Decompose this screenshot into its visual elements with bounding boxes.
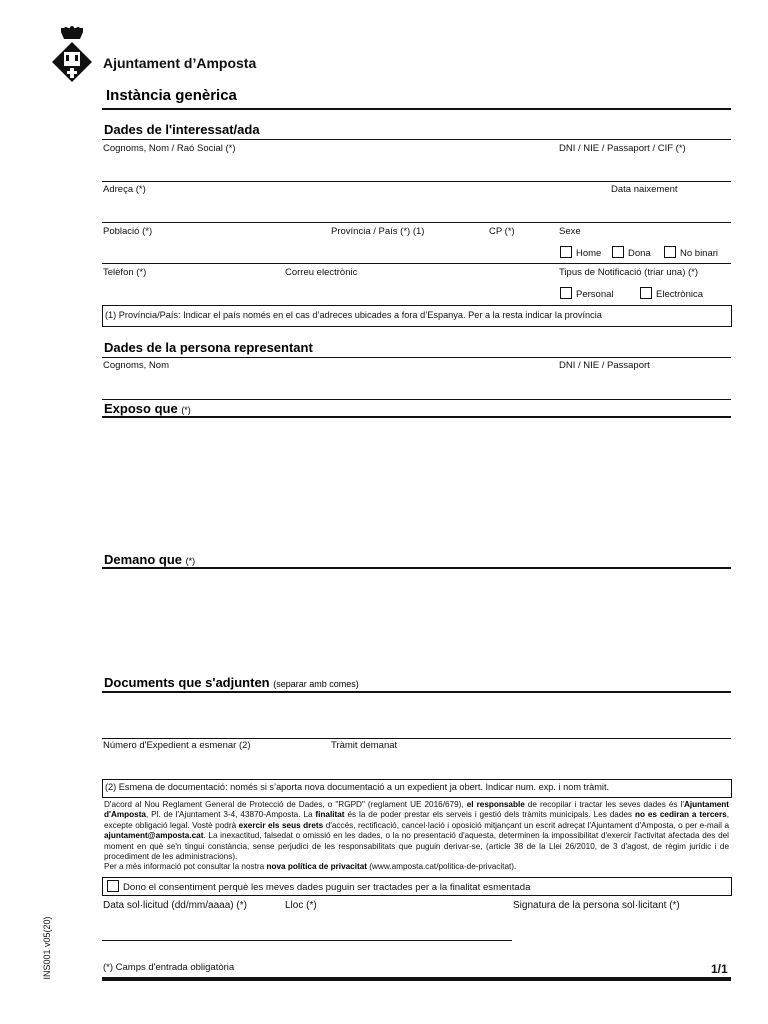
option-label: Home bbox=[576, 248, 602, 259]
org-name: Ajuntament d’Amposta bbox=[103, 55, 257, 71]
date-field[interactable] bbox=[102, 914, 280, 940]
section-rule bbox=[102, 357, 731, 358]
rep-id-label: DNI / NIE / Passaport bbox=[559, 360, 650, 371]
notif-option-personal[interactable] bbox=[560, 287, 614, 300]
privacy-fragment: d'accés, rectificació, cancel·lació i oposició mitjançant un escrit adreçat l'Ajuntament d'Amposta, o per e-mail a bbox=[323, 820, 730, 830]
cp-field[interactable] bbox=[489, 238, 555, 262]
checkbox[interactable] bbox=[560, 287, 572, 299]
privacy-fragment: D'acord al Nou Reglament General de Protecció de Dades, o "RGPD" (reglament UE 2016/679), bbox=[104, 800, 467, 809]
documents-label: Documents que s'adjunten bbox=[104, 675, 270, 690]
checkbox[interactable] bbox=[612, 246, 624, 258]
note-esmena: (2) Esmena de documentació: només si s’aporta nova documentació a un expedient ja obert. Indicar num. exp. i nom tràmit. bbox=[105, 782, 610, 792]
option-label: Personal bbox=[576, 289, 614, 300]
checkbox[interactable] bbox=[560, 246, 572, 258]
exposo-title bbox=[104, 401, 191, 416]
required-mark: (*) bbox=[181, 405, 191, 415]
form-title: Instància genèrica bbox=[106, 87, 237, 104]
section-rule bbox=[102, 416, 731, 418]
address-label: Adreça (*) bbox=[103, 184, 146, 195]
address-field[interactable] bbox=[102, 196, 607, 222]
documents-title bbox=[104, 675, 359, 690]
notif-label: Tipus de Notificació (triar una) (*) bbox=[559, 267, 699, 278]
id-label: DNI / NIE / Passaport / CIF (*) bbox=[559, 143, 686, 154]
privacy-bold: finalitat bbox=[315, 810, 345, 820]
privacy-fragment: és la de poder prestar els serveis i gestió dels tràmits municipals. Les dades bbox=[344, 810, 635, 820]
place-field[interactable] bbox=[285, 914, 510, 940]
demano-label: Demano que bbox=[104, 552, 183, 567]
consent-label: Dono el consentiment perquè les meves dades puguin ser tractades per a la finalitat esmentada bbox=[123, 882, 531, 893]
checkbox[interactable] bbox=[664, 246, 676, 258]
privacy-fragment: , Pl. de l'Ajuntament 3-4, 43870-Amposta. La bbox=[145, 810, 316, 820]
town-label: Població (*) bbox=[103, 226, 153, 237]
town-field[interactable] bbox=[102, 238, 327, 262]
email-field[interactable] bbox=[285, 279, 555, 303]
demano-title bbox=[104, 552, 195, 567]
privacy-fragment: (www.amposta.cat/politica-de-privacitat). bbox=[367, 862, 517, 872]
footer-rule bbox=[102, 977, 731, 981]
tramit-label: Tràmit demanat bbox=[331, 740, 398, 751]
tramit-field[interactable] bbox=[331, 752, 731, 778]
required-note: (*) Camps d'entrada obligatòria bbox=[103, 962, 235, 973]
section-title-interested: Dades de l'interessat/ada bbox=[104, 122, 260, 137]
required-mark: (*) bbox=[185, 556, 196, 566]
province-field[interactable] bbox=[331, 238, 485, 262]
privacy-bold: el responsable bbox=[466, 800, 525, 809]
note-province: (1) Província/País: Indicar el país només en el cas d’adreces ubicades a fora d’Espanya. Per a la resta indicar la província bbox=[105, 310, 602, 320]
field-rule bbox=[102, 222, 731, 223]
expedient-label: Número d'Expedient a esmenar (2) bbox=[103, 740, 251, 751]
signature-area[interactable] bbox=[513, 914, 731, 964]
demano-textarea[interactable] bbox=[102, 571, 731, 671]
privacy-fragment: . La inexactitud, falsedat o omissió en les dades, o la no presentació d'aquesta, determinen la impossibilitat d'exercir l'activitat afectada des del moment en què se'n tingui constància, sense perjudici de les responsabilitats que puguin derivar-se, (article 38 de la Llei 26/2010, de 3 d'agost, de règim jurídic i de procediment de les administracions). bbox=[104, 831, 729, 862]
documents-hint: (separar amb comes) bbox=[273, 679, 359, 689]
option-label: No binari bbox=[680, 248, 719, 259]
privacy-fragment: Per a més informació pot consultar la nostra bbox=[104, 862, 267, 872]
section-title-representative: Dades de la persona representant bbox=[104, 340, 313, 355]
field-rule bbox=[102, 263, 731, 264]
phone-field[interactable] bbox=[102, 279, 280, 303]
privacy-policy-link[interactable]: nova política de privacitat bbox=[266, 862, 368, 872]
signature-label: Signatura de la persona sol·licitant (*) bbox=[513, 900, 680, 911]
option-label: Dona bbox=[628, 248, 651, 259]
rep-id-field[interactable] bbox=[559, 372, 731, 398]
name-field[interactable] bbox=[102, 155, 557, 181]
expedient-field[interactable] bbox=[102, 752, 327, 778]
date-place-rule bbox=[102, 940, 512, 941]
birth-field[interactable] bbox=[611, 196, 731, 222]
field-rule bbox=[102, 181, 731, 182]
phone-label: Telèfon (*) bbox=[103, 267, 147, 278]
sex-option-nobinari[interactable] bbox=[664, 246, 718, 259]
field-rule bbox=[102, 399, 731, 400]
privacy-bold: no es cediran a tercers bbox=[634, 810, 727, 820]
notif-option-electronica[interactable] bbox=[640, 287, 703, 300]
consent-checkbox[interactable] bbox=[107, 880, 119, 892]
privacy-fragment: de recopilar i tractar les seves dades és l' bbox=[524, 800, 684, 809]
section-rule bbox=[102, 691, 731, 693]
privacy-email: ajuntament@amposta.cat bbox=[104, 831, 204, 841]
section-rule bbox=[102, 567, 731, 569]
section-rule bbox=[102, 139, 731, 140]
checkbox[interactable] bbox=[640, 287, 652, 299]
consent-row[interactable] bbox=[107, 880, 530, 893]
cp-label: CP (*) bbox=[489, 226, 515, 237]
privacy-text bbox=[104, 800, 729, 873]
rep-name-label: Cognoms, Nom bbox=[103, 360, 169, 371]
privacy-bold: exercir els seus drets bbox=[238, 820, 324, 830]
municipal-logo bbox=[50, 26, 94, 84]
sex-option-dona[interactable] bbox=[612, 246, 651, 259]
province-label: Província / País (*) (1) bbox=[331, 226, 425, 237]
field-rule bbox=[102, 738, 731, 739]
date-label: Data sol·licitud (dd/mm/aaaa) (*) bbox=[103, 900, 247, 911]
sex-option-home[interactable] bbox=[560, 246, 601, 259]
title-rule bbox=[102, 108, 731, 110]
exposo-label: Exposo que bbox=[104, 401, 178, 416]
id-field[interactable] bbox=[559, 155, 731, 181]
rep-name-field[interactable] bbox=[102, 372, 557, 398]
privacy-fragment: , excepte obligació legal. Vostè podrà bbox=[104, 810, 729, 830]
form-code: INS001 v05(20) bbox=[42, 916, 52, 980]
exposo-textarea[interactable] bbox=[102, 420, 731, 548]
page-number: 1/1 bbox=[711, 962, 728, 976]
email-label: Correu electrònic bbox=[285, 267, 358, 278]
place-label: Lloc (*) bbox=[285, 900, 317, 911]
birth-label: Data naixement bbox=[611, 184, 678, 195]
sex-label: Sexe bbox=[559, 226, 581, 237]
option-label: Electrònica bbox=[656, 289, 703, 300]
documents-field[interactable] bbox=[102, 694, 731, 738]
privacy-bold: Ajuntament d'Amposta bbox=[104, 800, 729, 820]
name-label: Cognoms, Nom / Raó Social (*) bbox=[103, 143, 236, 154]
